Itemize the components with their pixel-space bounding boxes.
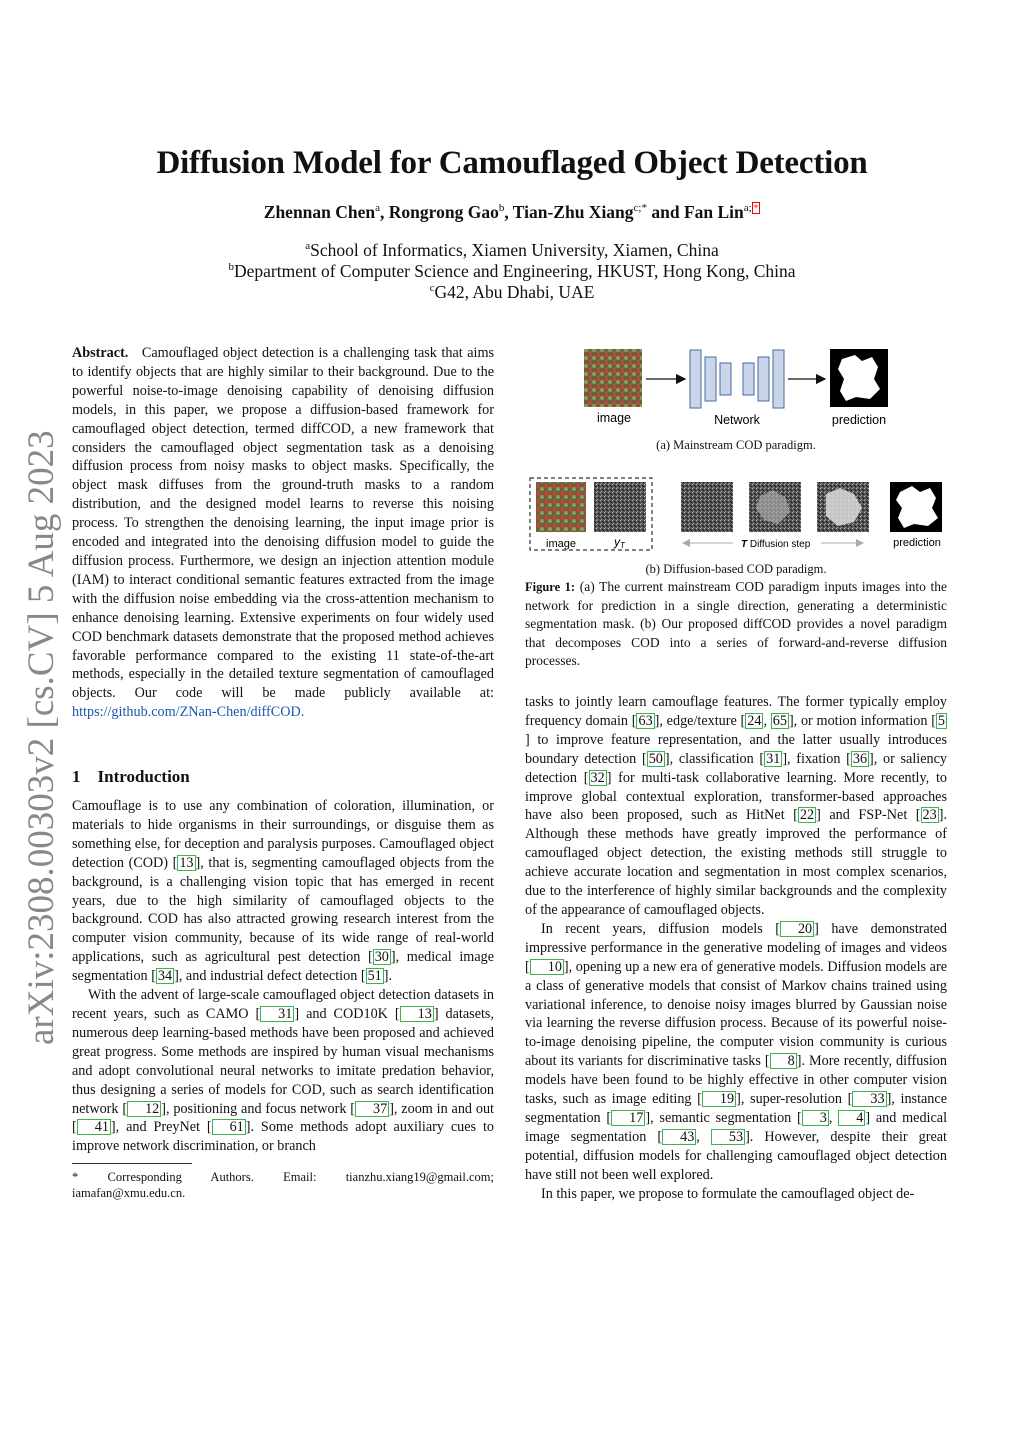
affiliation-text: G42, Abu Dhabi, UAE: [434, 282, 595, 302]
affiliation-a: [0, 240, 1024, 261]
citation-link[interactable]: 20: [780, 921, 814, 937]
affiliation-sup: b: [228, 261, 234, 274]
citation-link[interactable]: 5: [937, 712, 946, 729]
footnote-rule: [72, 1163, 192, 1164]
citation-link[interactable]: 61: [212, 1119, 246, 1135]
citation-link[interactable]: 63: [638, 712, 653, 729]
figure-1a-diagram: [580, 345, 900, 430]
figure-caption-text: (a) The current mainstream COD paradigm inputs images into the network for prediction in a single direction, generating a deterministic segmentation mask. (b) Our proposed diffCOD provides a novel paradigm that decomposes COD into a series of forward-and-reverse diffusion processes.: [525, 579, 948, 668]
citation-link[interactable]: 8: [770, 1053, 797, 1069]
paper-title: Diffusion Model for Camouflaged Object Detection: [156, 145, 868, 181]
figure-caption-label: Figure 1:: [525, 580, 576, 594]
paragraph: With the advent of large-scale camouflaged object detection datasets in recent years, such as CAMO [ 31 ] and COD10K [ 13 ] datasets, numerous deep learning-based methods have been proposed and achieved great progress. Some methods are inspired by human visual mechanisms and adopt convolutional neural networks to imitate predation behavior, thus designing a series of models for COD, such as search identification network [ 12 ], positioning and focus network [ 37 ], zoom in and out [ 41 ], and PreyNet [ 61 ]. Some methods adopt auxiliary cues to improve network discrimination, or branch: [72, 987, 494, 1155]
citation-link[interactable]: 12: [127, 1101, 161, 1117]
fig-b-image-label: image: [546, 538, 576, 550]
citation-link[interactable]: 31: [260, 1006, 294, 1022]
citation-link[interactable]: 17: [611, 1110, 645, 1126]
citation-link[interactable]: 65: [772, 712, 787, 729]
citation-link[interactable]: 33: [852, 1091, 886, 1107]
paragraph: Camouflage is to use any combination of coloration, illumination, or materials to hide organisms in their surroundings, or disguise them as something else, for deception and paralysis purposes. Camouflaged object detection (COD) [ 13 ], that is, segmenting camouflaged objects from the background, is a challenging vision topic that has emerged in recent years, due to the high similarity of camouflaged objects to the background. COD has also attracted growing research interest from the computer vision community, because of its wide range of real-world applications, such as agricultural pest detection [ 30 ], medical image segmentation [ 34 ], and industrial defect detection [ 51 ].: [72, 798, 495, 985]
section-heading: [72, 767, 190, 787]
author-name: , Tian-Zhu Xiang: [504, 202, 634, 222]
citation-link[interactable]: 13: [400, 1006, 434, 1022]
citation-link[interactable]: 41: [77, 1119, 111, 1135]
citation-link[interactable]: 50: [648, 750, 663, 767]
arxiv-sidebar-id: arXiv:2308.00303v2 [cs.CV] 5 Aug 2023: [21, 430, 62, 1045]
citation-link[interactable]: 51: [367, 968, 382, 985]
code-url-link[interactable]: https://github.com/ZNan-Chen/diffCOD.: [72, 704, 305, 721]
prediction-mask: [838, 355, 880, 401]
figure-1b-caption: (b) Diffusion-based COD paradigm.: [645, 562, 827, 576]
intro-right-column: [525, 693, 947, 1203]
fig-a-prediction-label: prediction: [831, 413, 887, 427]
author-sup: a: [375, 202, 381, 215]
paragraph: In this paper, we propose to formulate the camouflaged object de-: [541, 1185, 915, 1202]
citation-link[interactable]: 10: [530, 959, 564, 975]
citation-link[interactable]: 53: [711, 1129, 745, 1145]
fig-b-diffusion-label: T Diffusion step: [741, 539, 811, 550]
author-name: , Rongrong Gao: [380, 202, 499, 222]
abstract-label: Abstract.: [72, 345, 129, 361]
citation-link[interactable]: 13: [179, 854, 194, 871]
citation-link[interactable]: 4: [838, 1110, 865, 1126]
affiliation-c: [0, 282, 1024, 303]
figure-1-caption: [525, 578, 947, 671]
author-sup: c;*: [633, 202, 647, 215]
affiliation-sup: c: [429, 282, 435, 295]
intro-left-column: [72, 797, 494, 1156]
author-list: [0, 202, 1024, 223]
citation-link[interactable]: 31: [766, 750, 781, 767]
affiliation-text: Department of Computer Science and Engineering, HKUST, Hong Kong, China: [234, 261, 796, 281]
citation-link[interactable]: 30: [374, 949, 389, 966]
diffusion-step-1: [681, 482, 733, 532]
citation-link[interactable]: 3: [802, 1110, 829, 1126]
citation-link[interactable]: 36: [852, 750, 868, 767]
citation-link[interactable]: 22: [799, 807, 815, 824]
citation-link[interactable]: 32: [590, 769, 605, 786]
affiliation-sup: a: [305, 240, 311, 253]
citation-link[interactable]: 37: [355, 1101, 389, 1117]
figure-1b-diagram: [528, 476, 948, 554]
figure-1a-caption: (a) Mainstream COD paradigm.: [656, 438, 816, 452]
input-image-thumbnail: [536, 482, 586, 532]
prediction-mask: [896, 486, 938, 528]
fig-b-prediction-label: prediction: [893, 537, 941, 549]
footnote: * Corresponding Authors. Email: tianzhu.xiang19@gmail.com; iamafan@xmu.edu.cn.: [72, 1170, 494, 1200]
section-number: 1: [72, 767, 81, 786]
citation-link[interactable]: 34: [157, 968, 173, 985]
affiliation-b: [0, 261, 1024, 282]
abstract-text: Camouflaged object detection is a challenging task that aims to identify objects that are highly similar to their background. Due to the powerful noise-to-image denoising capability of denoising diffusion models, in this paper, we propose a diffusion-based framework for camouflaged object detection, termed diffCOD, a new framework that considers the camouflaged object segmentation task as a denoising diffusion process from noisy masks to object masks. Specifically, the object mask diffuses from the ground-truth masks to a random distribution, and the designed model learns to reverse this noising process. To strengthen the denoising learning, the input image prior is encoded and integrated into the denoising diffusion model to guide the diffusion process. Furthermore, we design an injection attention module (IAM) to interact conditional semantic features extracted from the image with the diffusion noise embedding via the cross-attention mechanism to enhance denoising learning. Extensive experiments on four widely used COD benchmark datasets demonstrate that the proposed method achieves favorable performance compared to the existing 11 state-of-the-art methods, especially in the detailed texture segmentation of camouflaged objects. Our code will be made publicly available at:: [72, 345, 495, 702]
author-name: Zhennan Chen: [263, 202, 376, 222]
corresponding-author-link[interactable]: *: [753, 203, 759, 214]
author-sup: a;: [743, 202, 752, 215]
author-name: and Fan Lin: [647, 202, 744, 222]
paragraph: tasks to jointly learn camouflage features. The former typically employ frequency domain [ 63 ], edge/texture [ 24 , 65 ], or motion information [ 5] to improve feature representation, and the latter usually introduces boundary detection [ 50 ], classification [ 31 ], fixation [ 36 ], or saliency detection [ 32 ] for multi-task collaborative learning. More recently, to improve global contextual exploration, transformer-based approaches have also been proposed, such as HitNet [ 22 ] and FSP-Net [ 23 ]. Although these methods have greatly improved the performance of camouflaged object detection, the existing methods still struggle to achieve accurate location and segmentation in most complex scenarios, due to the interference of highly similar backgrounds and the complexity of the appearance of camouflaged objects.: [525, 694, 947, 918]
citation-link[interactable]: 19: [702, 1091, 736, 1107]
network-layers-icon: [690, 350, 784, 408]
fig-b-y-label: yT: [614, 535, 625, 550]
section-title: Introduction: [97, 767, 190, 786]
noise-mask-thumbnail: [594, 482, 646, 532]
input-image-thumbnail: [584, 349, 642, 407]
paragraph: In recent years, diffusion models [ 20 ] have demonstrated impressive performance in the generative modeling of images and videos [ 10 ], opening up a new era of generative models. Diffusion models are a class of generative models that consist of Markov chains trained using variational inference, to denoise noisy images blurred by Gaussian noise via learning the reverse diffusion process. Because of its powerful noise-to-image denoising pipeline, the computer vision community is curious about its variants for discriminative tasks [ 8 ]. More recently, diffusion models have been found to be highly effective in other computer vision tasks, such as image editing [ 19 ], super-resolution [ 33 ], instance segmentation [ 17 ], semantic segmentation [ 3 , 4 ] and medical image segmentation [ 43 , 53 ]. However, despite their great potential, diffusion models for challenging camouflaged object detection have still not been well explored.: [525, 920, 948, 1183]
citation-link[interactable]: 24: [747, 712, 762, 729]
fig-a-image-label: image: [596, 411, 632, 425]
abstract: [72, 344, 494, 722]
citation-link[interactable]: 23: [922, 807, 937, 824]
author-sup: b: [498, 202, 505, 215]
citation-link[interactable]: 43: [662, 1129, 696, 1145]
affiliation-text: School of Informatics, Xiamen University, Xiamen, China: [310, 240, 719, 260]
fig-a-network-label: Network: [714, 413, 760, 427]
